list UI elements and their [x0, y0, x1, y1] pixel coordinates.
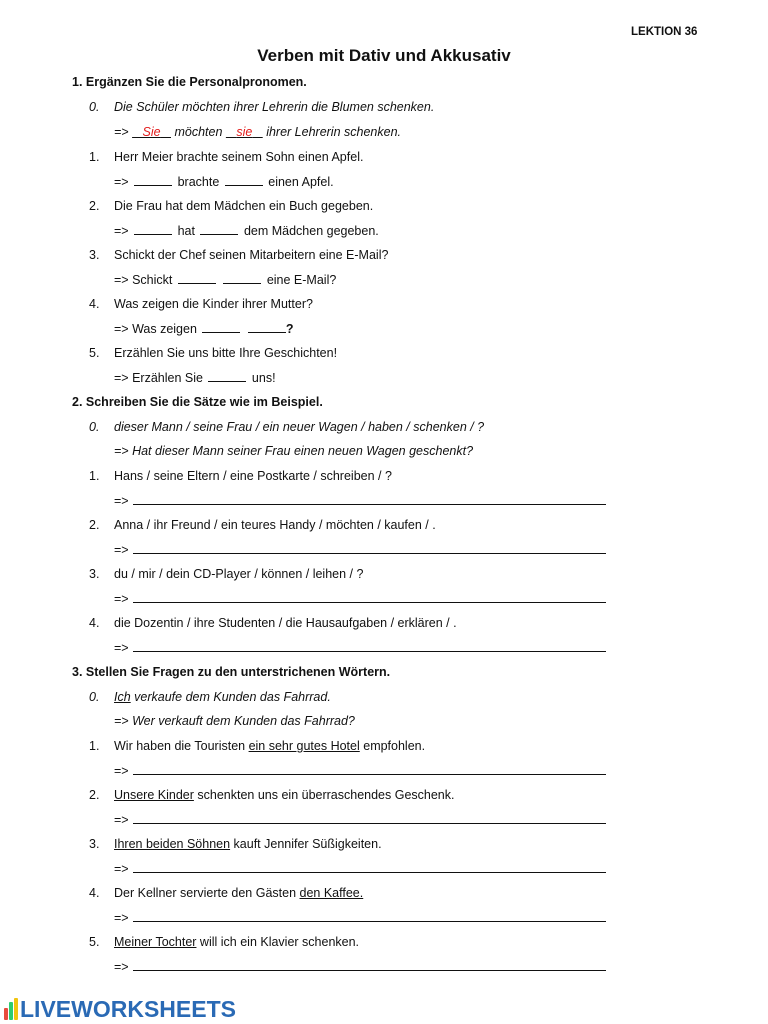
answer-arrow: =>: [114, 494, 129, 508]
item-answer-row: [114, 173, 334, 190]
example-blank-1: [132, 125, 171, 139]
example-sentence: [114, 689, 331, 705]
item-number: 3.: [89, 248, 100, 262]
answer-line: [114, 492, 606, 509]
item-sentence: [114, 934, 359, 950]
example-answer: [114, 124, 401, 140]
sentence-post: empfohlen.: [359, 739, 426, 753]
blank-field[interactable]: [202, 320, 240, 333]
underlined-words: den Kaffee.: [299, 886, 364, 900]
item-sentence: [114, 738, 425, 754]
answer-prefix: =>: [114, 224, 129, 238]
example-answer: => Wer verkauft dem Kunden das Fahrrad?: [114, 714, 355, 728]
answer-line: [114, 762, 606, 779]
answer-field[interactable]: [133, 762, 606, 775]
blank-field[interactable]: [225, 173, 263, 186]
answer-field[interactable]: [133, 590, 606, 603]
answer-mid: hat: [177, 224, 195, 238]
logo-text: LIVEWORKSHEETS: [20, 996, 236, 1022]
answer-line: [114, 590, 606, 607]
section-1-heading: 1. Ergänzen Sie die Personalpronomen.: [72, 75, 307, 89]
item-number: 5.: [89, 346, 100, 360]
blank-field[interactable]: [248, 320, 286, 333]
answer-end: dem Mädchen gegeben.: [243, 224, 379, 238]
item-answer-row: [114, 369, 276, 386]
answer-line: [114, 811, 606, 828]
answer-field[interactable]: [133, 541, 606, 554]
answer-arrow: =>: [114, 641, 129, 655]
underlined-words: ein sehr gutes Hotel: [248, 739, 360, 753]
item-sentence: Schickt der Chef seinen Mitarbeitern eine E-Mail?: [114, 248, 389, 262]
example-number: 0.: [89, 690, 100, 704]
sentence-post: kauft Jennifer Süßigkeiten.: [230, 837, 382, 851]
answer-arrow: =>: [114, 125, 133, 139]
item-sentence: [114, 885, 363, 901]
answer-arrow: =>: [114, 543, 129, 557]
example-blank-2: [226, 125, 263, 139]
answer-arrow: =>: [114, 813, 129, 827]
underlined-word: Ich: [114, 690, 131, 704]
answer-prefix: => Was zeigen: [114, 322, 197, 336]
item-number: 2.: [89, 199, 100, 213]
answer-end: eine E-Mail?: [266, 273, 337, 287]
answer-prefix: =>: [114, 175, 129, 189]
answer-end: uns!: [251, 371, 276, 385]
item-answer-row: [114, 320, 294, 337]
item-prompt: Hans / seine Eltern / eine Postkarte / schreiben / ?: [114, 469, 392, 483]
example-number: 0.: [89, 420, 100, 434]
section-3-heading: 3. Stellen Sie Fragen zu den unterstrichenen Wörtern.: [72, 665, 391, 679]
underlined-words: Ihren beiden Söhnen: [114, 837, 231, 851]
item-sentence: Was zeigen die Kinder ihrer Mutter?: [114, 297, 313, 311]
item-number: 1.: [89, 469, 100, 483]
item-prompt: Anna / ihr Freund / ein teures Handy / möchten / kaufen / .: [114, 518, 436, 532]
blank-field[interactable]: [134, 222, 172, 235]
lesson-label: LEKTION 36: [631, 26, 698, 38]
blank-field[interactable]: [223, 271, 261, 284]
logo-mark-icon: [4, 998, 18, 1022]
answer-line: [114, 958, 606, 975]
answer-line: [114, 860, 606, 877]
item-number: 4.: [89, 886, 100, 900]
item-number: 3.: [89, 567, 100, 581]
item-sentence: Herr Meier brachte seinem Sohn einen Apfel.: [114, 150, 364, 164]
item-sentence: Erzählen Sie uns bitte Ihre Geschichten!: [114, 346, 338, 360]
sentence-rest: verkaufe dem Kunden das Fahrrad.: [130, 690, 331, 704]
example-sentence: Die Schüler möchten ihrer Lehrerin die Blumen schenken.: [114, 100, 435, 114]
item-answer-row: [114, 271, 336, 288]
item-sentence: [114, 836, 382, 852]
item-number: 2.: [89, 788, 100, 802]
underlined-words: Unsere Kinder: [114, 788, 194, 802]
item-sentence: Die Frau hat dem Mädchen ein Buch gegeben.: [114, 199, 374, 213]
sentence-post: schenkten uns ein überraschendes Geschenk.: [193, 788, 455, 802]
answer-arrow: =>: [114, 911, 129, 925]
item-prompt: du / mir / dein CD-Player / können / leihen / ?: [114, 567, 364, 581]
answer-mid: brachte: [177, 175, 220, 189]
item-answer-row: [114, 222, 379, 239]
blank-field[interactable]: [134, 173, 172, 186]
answer-field[interactable]: [133, 958, 606, 971]
sentence-pre: Der Kellner servierte den Gästen: [114, 886, 300, 900]
item-number: 4.: [89, 297, 100, 311]
item-number: 4.: [89, 616, 100, 630]
answer-field[interactable]: [133, 639, 606, 652]
answer-arrow: =>: [114, 960, 129, 974]
section-2-heading: 2. Schreiben Sie die Sätze wie im Beispiel.: [72, 395, 323, 409]
answer-line: [114, 639, 606, 656]
item-number: 3.: [89, 837, 100, 851]
example-answer: => Hat dieser Mann seiner Frau einen neuen Wagen geschenkt?: [114, 444, 474, 458]
answer-field[interactable]: [133, 909, 606, 922]
answer-prefix: => Schickt: [114, 273, 173, 287]
item-number: 2.: [89, 518, 100, 532]
item-prompt: die Dozentin / ihre Studenten / die Hausaufgaben / erklären / .: [114, 616, 457, 630]
example-number: 0.: [89, 100, 100, 114]
example-answer-mid: möchten: [171, 125, 226, 139]
liveworksheets-logo[interactable]: [4, 996, 236, 1023]
item-number: 1.: [89, 739, 100, 753]
answer-end: ?: [285, 322, 294, 336]
blank-field[interactable]: [200, 222, 238, 235]
item-number: 1.: [89, 150, 100, 164]
answer-end: einen Apfel.: [268, 175, 334, 189]
item-number: 5.: [89, 935, 100, 949]
example-blank-1-text: Sie: [142, 125, 161, 139]
item-sentence: [114, 787, 454, 803]
answer-prefix: => Erzählen Sie: [114, 371, 203, 385]
answer-line: [114, 909, 606, 926]
example-answer-end: ihrer Lehrerin schenken.: [262, 125, 401, 139]
answer-line: [114, 541, 606, 558]
blank-field[interactable]: [178, 271, 216, 284]
underlined-words: Meiner Tochter: [114, 935, 197, 949]
sentence-post: will ich ein Klavier schenken.: [196, 935, 360, 949]
answer-arrow: =>: [114, 764, 129, 778]
answer-arrow: =>: [114, 592, 129, 606]
answer-field[interactable]: [133, 811, 606, 824]
page-title: Verben mit Dativ und Akkusativ: [257, 46, 511, 65]
answer-field[interactable]: [133, 860, 606, 873]
sentence-pre: Wir haben die Touristen: [114, 739, 249, 753]
answer-field[interactable]: [133, 492, 606, 505]
example-blank-2-text: sie: [236, 125, 253, 139]
answer-arrow: =>: [114, 862, 129, 876]
example-prompt: dieser Mann / seine Frau / ein neuer Wagen / haben / schenken / ?: [114, 420, 485, 434]
blank-field[interactable]: [208, 369, 246, 382]
